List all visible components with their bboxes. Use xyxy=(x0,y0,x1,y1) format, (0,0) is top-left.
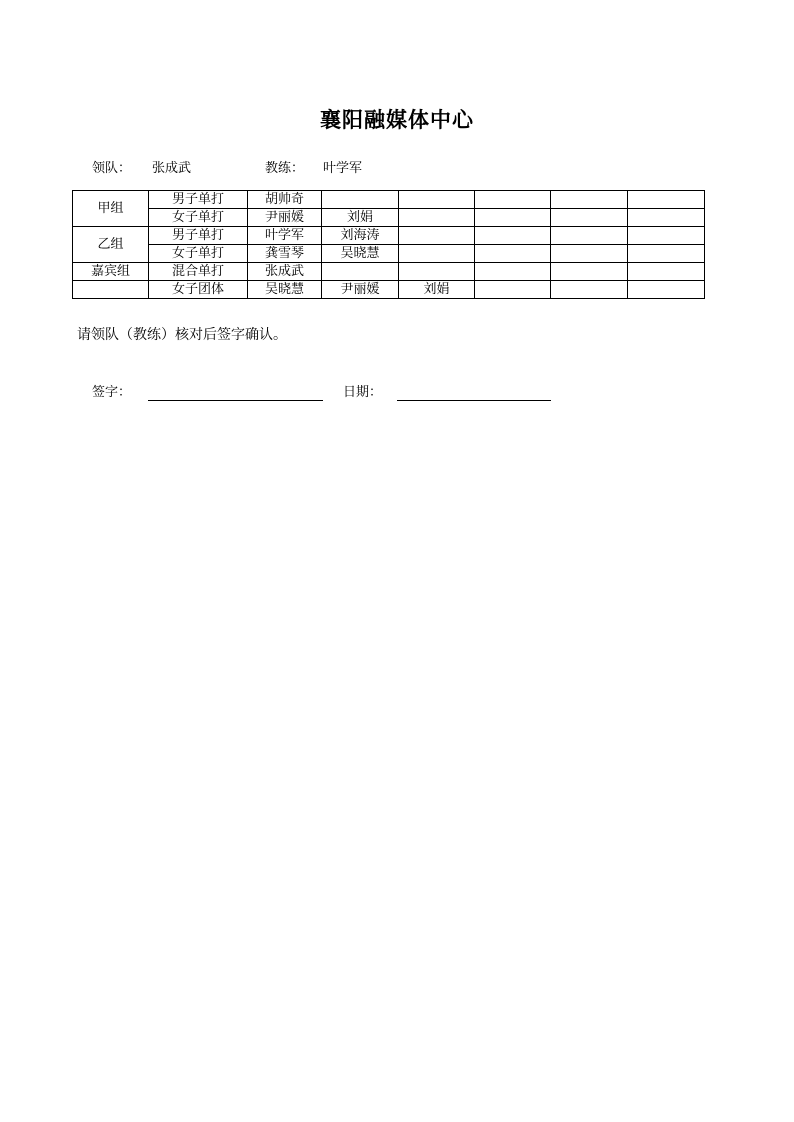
event-cell: 混合单打 xyxy=(149,263,248,281)
player-cell: 刘海涛 xyxy=(322,227,399,245)
player-cell xyxy=(399,227,475,245)
player-cell xyxy=(475,227,551,245)
player-cell xyxy=(551,191,628,209)
group-cell: 甲组 xyxy=(73,191,149,227)
coach-name: 叶学军 xyxy=(323,161,363,176)
group-cell: 嘉宾组 xyxy=(73,263,149,281)
player-cell xyxy=(628,281,705,299)
group-cell xyxy=(73,281,149,299)
player-cell: 吴晓慧 xyxy=(248,281,322,299)
group-cell: 乙组 xyxy=(73,227,149,263)
player-cell: 尹丽媛 xyxy=(322,281,399,299)
player-cell xyxy=(628,191,705,209)
player-cell xyxy=(322,191,399,209)
player-cell xyxy=(628,227,705,245)
player-cell xyxy=(551,245,628,263)
signature-label: 签字： xyxy=(92,385,132,400)
event-cell: 女子团体 xyxy=(149,281,248,299)
player-cell xyxy=(628,263,705,281)
player-cell xyxy=(399,245,475,263)
player-cell: 龚雪琴 xyxy=(248,245,322,263)
event-cell: 女子单打 xyxy=(149,209,248,227)
coach-label: 教练： xyxy=(265,161,305,176)
date-line[interactable] xyxy=(397,400,551,401)
player-cell xyxy=(322,263,399,281)
player-cell xyxy=(551,281,628,299)
player-cell: 叶学军 xyxy=(248,227,322,245)
event-cell: 女子单打 xyxy=(149,245,248,263)
date-label: 日期： xyxy=(343,385,383,400)
player-cell xyxy=(475,209,551,227)
leader-name: 张成武 xyxy=(152,161,192,176)
table-row xyxy=(73,209,705,227)
player-cell xyxy=(475,245,551,263)
player-cell: 胡帅奇 xyxy=(248,191,322,209)
player-cell xyxy=(551,263,628,281)
player-cell: 吴晓慧 xyxy=(322,245,399,263)
player-cell xyxy=(475,263,551,281)
signature-line[interactable] xyxy=(148,400,323,401)
player-cell xyxy=(399,191,475,209)
table-row xyxy=(73,191,705,209)
player-cell xyxy=(399,263,475,281)
player-cell xyxy=(551,227,628,245)
player-cell xyxy=(628,209,705,227)
player-cell xyxy=(475,281,551,299)
roster-table xyxy=(72,190,705,299)
table-row xyxy=(73,227,705,245)
event-cell: 男子单打 xyxy=(149,227,248,245)
confirmation-note: 请领队（教练）核对后签字确认。 xyxy=(77,327,287,343)
document-title: 襄阳融媒体中心 xyxy=(320,108,474,132)
player-cell: 刘娟 xyxy=(322,209,399,227)
player-cell: 刘娟 xyxy=(399,281,475,299)
table-row xyxy=(73,263,705,281)
player-cell xyxy=(475,191,551,209)
table-row xyxy=(73,245,705,263)
player-cell: 张成武 xyxy=(248,263,322,281)
player-cell xyxy=(399,209,475,227)
leader-label: 领队： xyxy=(92,161,132,176)
player-cell xyxy=(628,245,705,263)
table-row xyxy=(73,281,705,299)
player-cell: 尹丽媛 xyxy=(248,209,322,227)
player-cell xyxy=(551,209,628,227)
event-cell: 男子单打 xyxy=(149,191,248,209)
